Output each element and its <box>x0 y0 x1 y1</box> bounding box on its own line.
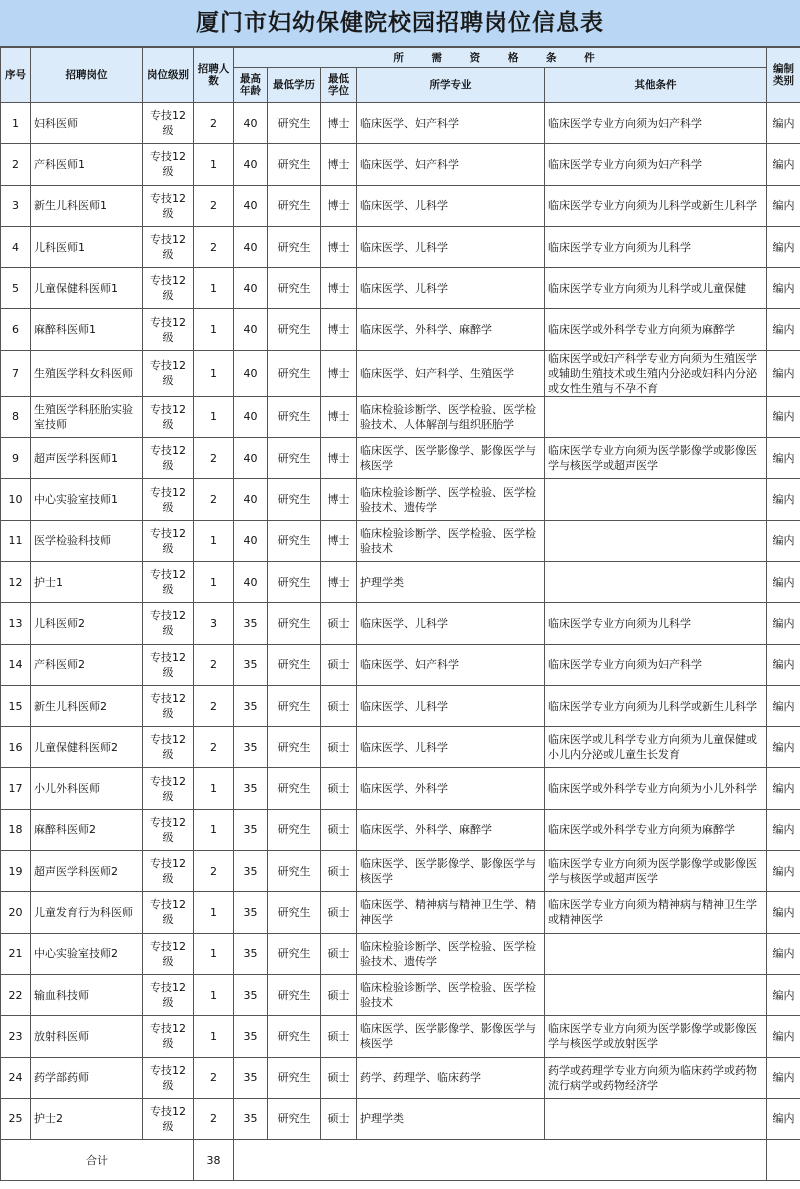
row-no: 5 <box>1 268 31 309</box>
row-level: 专技12级 <box>143 933 194 974</box>
row-position: 儿童保健科医师2 <box>31 727 143 768</box>
row-count: 2 <box>194 1057 234 1098</box>
row-count: 1 <box>194 520 234 561</box>
row-level: 专技12级 <box>143 768 194 809</box>
row-min-edu: 研究生 <box>268 1016 321 1057</box>
row-min-degree: 硕士 <box>321 727 357 768</box>
row-position: 儿童发育行为科医师 <box>31 892 143 933</box>
row-min-edu: 研究生 <box>268 350 321 396</box>
row-min-degree: 硕士 <box>321 1016 357 1057</box>
row-min-edu: 研究生 <box>268 268 321 309</box>
row-other: 临床医学专业方向须为儿科学或新生儿科学 <box>545 685 767 726</box>
row-no: 6 <box>1 309 31 350</box>
row-min-edu: 研究生 <box>268 892 321 933</box>
row-staffing: 编内 <box>767 809 800 850</box>
row-max-age: 35 <box>234 644 268 685</box>
row-count: 1 <box>194 144 234 185</box>
row-major: 临床检验诊断学、医学检验、医学检验技术 <box>357 974 545 1015</box>
row-level: 专技12级 <box>143 1057 194 1098</box>
row-level: 专技12级 <box>143 350 194 396</box>
row-staffing: 编内 <box>767 1057 800 1098</box>
row-count: 2 <box>194 479 234 520</box>
row-level: 专技12级 <box>143 226 194 267</box>
row-count: 1 <box>194 974 234 1015</box>
row-position: 放射科医师 <box>31 1016 143 1057</box>
table-row <box>1 438 800 479</box>
row-staffing: 编内 <box>767 561 800 602</box>
row-max-age: 35 <box>234 685 268 726</box>
header-other: 其他条件 <box>545 68 767 103</box>
row-level: 专技12级 <box>143 479 194 520</box>
row-min-edu: 研究生 <box>268 1098 321 1139</box>
row-other: 临床医学或外科学专业方向须为麻醉学 <box>545 309 767 350</box>
row-major: 临床医学、妇产科学 <box>357 644 545 685</box>
row-other: 临床医学专业方向须为儿科学或儿童保健 <box>545 268 767 309</box>
row-no: 7 <box>1 350 31 396</box>
row-staffing: 编内 <box>767 851 800 892</box>
table-row <box>1 268 800 309</box>
row-no: 17 <box>1 768 31 809</box>
row-major: 临床医学、妇产科学 <box>357 144 545 185</box>
row-staffing: 编内 <box>767 768 800 809</box>
row-max-age: 35 <box>234 892 268 933</box>
row-staffing: 编内 <box>767 1016 800 1057</box>
row-count: 1 <box>194 396 234 437</box>
row-no: 18 <box>1 809 31 850</box>
table-row <box>1 1098 800 1139</box>
row-position: 中心实验室技师1 <box>31 479 143 520</box>
row-min-edu: 研究生 <box>268 185 321 226</box>
row-min-edu: 研究生 <box>268 144 321 185</box>
row-no: 19 <box>1 851 31 892</box>
row-no: 16 <box>1 727 31 768</box>
total-label: 合计 <box>1 1140 194 1181</box>
row-no: 20 <box>1 892 31 933</box>
table-row <box>1 185 800 226</box>
row-count: 2 <box>194 1098 234 1139</box>
row-position: 新生儿科医师1 <box>31 185 143 226</box>
row-min-degree: 博士 <box>321 268 357 309</box>
row-position: 产科医师2 <box>31 644 143 685</box>
row-max-age: 40 <box>234 309 268 350</box>
row-major: 护理学类 <box>357 561 545 602</box>
row-position: 麻醉科医师2 <box>31 809 143 850</box>
row-staffing: 编内 <box>767 185 800 226</box>
table-row <box>1 727 800 768</box>
row-min-edu: 研究生 <box>268 479 321 520</box>
row-position: 小儿外科医师 <box>31 768 143 809</box>
row-staffing: 编内 <box>767 892 800 933</box>
row-max-age: 40 <box>234 144 268 185</box>
row-major: 药学、药理学、临床药学 <box>357 1057 545 1098</box>
row-position: 新生儿科医师2 <box>31 685 143 726</box>
row-min-degree: 博士 <box>321 309 357 350</box>
row-count: 1 <box>194 892 234 933</box>
row-position: 产科医师1 <box>31 144 143 185</box>
row-min-degree: 硕士 <box>321 851 357 892</box>
table-row <box>1 226 800 267</box>
row-min-degree: 硕士 <box>321 933 357 974</box>
row-major: 临床检验诊断学、医学检验、医学检验技术、遗传学 <box>357 933 545 974</box>
row-other <box>545 479 767 520</box>
row-max-age: 40 <box>234 226 268 267</box>
table-row <box>1 350 800 396</box>
row-min-degree: 博士 <box>321 185 357 226</box>
row-position: 超声医学科医师2 <box>31 851 143 892</box>
row-max-age: 35 <box>234 603 268 644</box>
row-count: 2 <box>194 727 234 768</box>
row-level: 专技12级 <box>143 396 194 437</box>
row-no: 23 <box>1 1016 31 1057</box>
row-min-edu: 研究生 <box>268 226 321 267</box>
row-position: 儿科医师2 <box>31 603 143 644</box>
row-min-edu: 研究生 <box>268 644 321 685</box>
row-major: 临床医学、儿科学 <box>357 727 545 768</box>
row-position: 生殖医学科胚胎实验室技师 <box>31 396 143 437</box>
row-major: 临床医学、精神病与精神卫生学、精神医学 <box>357 892 545 933</box>
row-other <box>545 396 767 437</box>
row-other: 临床医学或妇产科学专业方向须为生殖医学或辅助生殖技术或生殖内分泌或妇科内分泌或女性生殖与不孕不育 <box>545 350 767 396</box>
row-major: 临床检验诊断学、医学检验、医学检验技术、人体解剖与组织胚胎学 <box>357 396 545 437</box>
table-row <box>1 1016 800 1057</box>
row-major: 临床检验诊断学、医学检验、医学检验技术、遗传学 <box>357 479 545 520</box>
row-max-age: 40 <box>234 396 268 437</box>
header-staffing: 编制类别 <box>767 48 800 103</box>
row-major: 临床医学、妇产科学 <box>357 103 545 144</box>
row-count: 3 <box>194 603 234 644</box>
row-min-degree: 博士 <box>321 520 357 561</box>
header-no: 序号 <box>1 48 31 103</box>
row-no: 12 <box>1 561 31 602</box>
row-staffing: 编内 <box>767 268 800 309</box>
row-level: 专技12级 <box>143 268 194 309</box>
row-count: 1 <box>194 809 234 850</box>
row-max-age: 40 <box>234 561 268 602</box>
row-staffing: 编内 <box>767 685 800 726</box>
row-min-edu: 研究生 <box>268 103 321 144</box>
row-major: 临床医学、儿科学 <box>357 603 545 644</box>
row-other <box>545 1098 767 1139</box>
table-row <box>1 892 800 933</box>
table-row <box>1 396 800 437</box>
row-no: 1 <box>1 103 31 144</box>
row-min-degree: 硕士 <box>321 603 357 644</box>
row-position: 护士2 <box>31 1098 143 1139</box>
row-max-age: 35 <box>234 851 268 892</box>
row-max-age: 35 <box>234 1098 268 1139</box>
row-other: 临床医学专业方向须为医学影像学或影像医学与核医学或放射医学 <box>545 1016 767 1057</box>
row-major: 临床医学、儿科学 <box>357 226 545 267</box>
row-min-degree: 博士 <box>321 438 357 479</box>
row-staffing: 编内 <box>767 226 800 267</box>
row-major: 临床医学、医学影像学、影像医学与核医学 <box>357 438 545 479</box>
row-level: 专技12级 <box>143 727 194 768</box>
row-count: 2 <box>194 644 234 685</box>
row-min-edu: 研究生 <box>268 396 321 437</box>
row-no: 15 <box>1 685 31 726</box>
row-no: 4 <box>1 226 31 267</box>
row-major: 临床医学、儿科学 <box>357 685 545 726</box>
row-max-age: 35 <box>234 809 268 850</box>
row-count: 2 <box>194 685 234 726</box>
row-count: 2 <box>194 103 234 144</box>
row-position: 生殖医学科女科医师 <box>31 350 143 396</box>
row-other <box>545 974 767 1015</box>
header-max-age: 最高年龄 <box>234 68 268 103</box>
row-staffing: 编内 <box>767 520 800 561</box>
row-min-degree: 硕士 <box>321 974 357 1015</box>
row-staffing: 编内 <box>767 1098 800 1139</box>
row-count: 2 <box>194 438 234 479</box>
row-major: 临床医学、外科学 <box>357 768 545 809</box>
row-level: 专技12级 <box>143 103 194 144</box>
row-min-edu: 研究生 <box>268 561 321 602</box>
row-staffing: 编内 <box>767 644 800 685</box>
table-row <box>1 1057 800 1098</box>
row-position: 麻醉科医师1 <box>31 309 143 350</box>
row-min-degree: 硕士 <box>321 685 357 726</box>
row-min-degree: 博士 <box>321 144 357 185</box>
table-row <box>1 644 800 685</box>
row-count: 2 <box>194 851 234 892</box>
row-max-age: 40 <box>234 185 268 226</box>
table-row <box>1 685 800 726</box>
recruitment-table <box>0 47 800 1181</box>
row-major: 临床医学、儿科学 <box>357 268 545 309</box>
row-count: 1 <box>194 768 234 809</box>
row-other: 临床医学专业方向须为医学影像学或影像医学与核医学或超声医学 <box>545 851 767 892</box>
row-level: 专技12级 <box>143 851 194 892</box>
table-row <box>1 851 800 892</box>
row-level: 专技12级 <box>143 185 194 226</box>
header-min-edu: 最低学历 <box>268 68 321 103</box>
row-min-edu: 研究生 <box>268 438 321 479</box>
row-level: 专技12级 <box>143 809 194 850</box>
row-min-degree: 硕士 <box>321 1098 357 1139</box>
row-min-edu: 研究生 <box>268 603 321 644</box>
row-level: 专技12级 <box>143 561 194 602</box>
row-staffing: 编内 <box>767 350 800 396</box>
row-max-age: 40 <box>234 350 268 396</box>
row-min-degree: 硕士 <box>321 809 357 850</box>
row-staffing: 编内 <box>767 974 800 1015</box>
row-min-degree: 硕士 <box>321 644 357 685</box>
row-max-age: 35 <box>234 974 268 1015</box>
row-min-degree: 博士 <box>321 396 357 437</box>
table-row <box>1 974 800 1015</box>
header-major: 所学专业 <box>357 68 545 103</box>
header-position: 招聘岗位 <box>31 48 143 103</box>
row-staffing: 编内 <box>767 438 800 479</box>
row-staffing: 编内 <box>767 479 800 520</box>
header-level: 岗位级别 <box>143 48 194 103</box>
table-row <box>1 103 800 144</box>
row-staffing: 编内 <box>767 396 800 437</box>
row-position: 儿科医师1 <box>31 226 143 267</box>
table-row <box>1 933 800 974</box>
row-no: 13 <box>1 603 31 644</box>
row-other: 药学或药理学专业方向须为临床药学或药物流行病学或药物经济学 <box>545 1057 767 1098</box>
table-body <box>1 103 800 1140</box>
total-blank-end <box>767 1140 800 1181</box>
row-no: 2 <box>1 144 31 185</box>
row-major: 临床检验诊断学、医学检验、医学检验技术 <box>357 520 545 561</box>
table-row <box>1 561 800 602</box>
row-min-edu: 研究生 <box>268 933 321 974</box>
row-other: 临床医学专业方向须为妇产科学 <box>545 103 767 144</box>
row-min-edu: 研究生 <box>268 309 321 350</box>
row-other: 临床医学或外科学专业方向须为小儿外科学 <box>545 768 767 809</box>
row-max-age: 35 <box>234 1057 268 1098</box>
row-level: 专技12级 <box>143 144 194 185</box>
row-level: 专技12级 <box>143 603 194 644</box>
row-max-age: 35 <box>234 768 268 809</box>
table-row <box>1 603 800 644</box>
row-other: 临床医学专业方向须为儿科学或新生儿科学 <box>545 185 767 226</box>
row-min-degree: 硕士 <box>321 1057 357 1098</box>
row-major: 临床医学、医学影像学、影像医学与核医学 <box>357 851 545 892</box>
row-staffing: 编内 <box>767 309 800 350</box>
row-no: 3 <box>1 185 31 226</box>
row-major: 临床医学、外科学、麻醉学 <box>357 309 545 350</box>
row-min-edu: 研究生 <box>268 685 321 726</box>
table-row <box>1 479 800 520</box>
table-row <box>1 144 800 185</box>
row-count: 1 <box>194 561 234 602</box>
row-level: 专技12级 <box>143 892 194 933</box>
row-no: 21 <box>1 933 31 974</box>
row-min-edu: 研究生 <box>268 1057 321 1098</box>
header-requirements: 所 需 资 格 条 件 <box>234 48 767 68</box>
row-min-edu: 研究生 <box>268 768 321 809</box>
row-other: 临床医学专业方向须为精神病与精神卫生学或精神医学 <box>545 892 767 933</box>
total-count: 38 <box>194 1140 234 1181</box>
row-count: 1 <box>194 1016 234 1057</box>
row-count: 1 <box>194 268 234 309</box>
total-row <box>1 1140 800 1181</box>
row-major: 临床医学、医学影像学、影像医学与核医学 <box>357 1016 545 1057</box>
row-level: 专技12级 <box>143 1016 194 1057</box>
row-position: 药学部药师 <box>31 1057 143 1098</box>
table-header <box>1 48 800 103</box>
row-staffing: 编内 <box>767 103 800 144</box>
row-major: 临床医学、儿科学 <box>357 185 545 226</box>
row-level: 专技12级 <box>143 309 194 350</box>
row-position: 超声医学科医师1 <box>31 438 143 479</box>
total-blank <box>234 1140 767 1181</box>
row-major: 临床医学、妇产科学、生殖医学 <box>357 350 545 396</box>
row-position: 儿童保健科医师1 <box>31 268 143 309</box>
row-staffing: 编内 <box>767 727 800 768</box>
row-no: 24 <box>1 1057 31 1098</box>
row-position: 妇科医师 <box>31 103 143 144</box>
row-staffing: 编内 <box>767 144 800 185</box>
row-max-age: 35 <box>234 727 268 768</box>
row-no: 25 <box>1 1098 31 1139</box>
row-staffing: 编内 <box>767 603 800 644</box>
row-staffing: 编内 <box>767 933 800 974</box>
row-min-edu: 研究生 <box>268 727 321 768</box>
table-row <box>1 520 800 561</box>
row-min-edu: 研究生 <box>268 974 321 1015</box>
row-level: 专技12级 <box>143 974 194 1015</box>
row-no: 22 <box>1 974 31 1015</box>
row-max-age: 40 <box>234 479 268 520</box>
row-no: 10 <box>1 479 31 520</box>
row-other <box>545 520 767 561</box>
row-count: 2 <box>194 185 234 226</box>
row-level: 专技12级 <box>143 685 194 726</box>
row-other <box>545 561 767 602</box>
row-no: 14 <box>1 644 31 685</box>
table-row <box>1 309 800 350</box>
row-count: 1 <box>194 350 234 396</box>
row-level: 专技12级 <box>143 644 194 685</box>
row-min-edu: 研究生 <box>268 520 321 561</box>
row-max-age: 40 <box>234 268 268 309</box>
row-other: 临床医学专业方向须为医学影像学或影像医学与核医学或超声医学 <box>545 438 767 479</box>
header-min-degree: 最低学位 <box>321 68 357 103</box>
row-level: 专技12级 <box>143 1098 194 1139</box>
row-level: 专技12级 <box>143 438 194 479</box>
row-count: 1 <box>194 309 234 350</box>
row-other <box>545 933 767 974</box>
row-other: 临床医学专业方向须为儿科学 <box>545 603 767 644</box>
row-max-age: 35 <box>234 933 268 974</box>
row-other: 临床医学专业方向须为儿科学 <box>545 226 767 267</box>
row-max-age: 40 <box>234 438 268 479</box>
row-no: 9 <box>1 438 31 479</box>
table-row <box>1 768 800 809</box>
row-other: 临床医学或外科学专业方向须为麻醉学 <box>545 809 767 850</box>
row-min-degree: 硕士 <box>321 892 357 933</box>
row-other: 临床医学专业方向须为妇产科学 <box>545 144 767 185</box>
row-no: 8 <box>1 396 31 437</box>
row-no: 11 <box>1 520 31 561</box>
row-other: 临床医学专业方向须为妇产科学 <box>545 644 767 685</box>
row-max-age: 40 <box>234 103 268 144</box>
row-min-degree: 博士 <box>321 350 357 396</box>
row-min-edu: 研究生 <box>268 809 321 850</box>
row-max-age: 40 <box>234 520 268 561</box>
row-position: 护士1 <box>31 561 143 602</box>
row-min-degree: 博士 <box>321 479 357 520</box>
row-min-edu: 研究生 <box>268 851 321 892</box>
table-row <box>1 809 800 850</box>
row-count: 2 <box>194 226 234 267</box>
row-max-age: 35 <box>234 1016 268 1057</box>
page-title: 厦门市妇幼保健院校园招聘岗位信息表 <box>0 0 800 47</box>
row-position: 输血科技师 <box>31 974 143 1015</box>
row-min-degree: 博士 <box>321 103 357 144</box>
row-major: 护理学类 <box>357 1098 545 1139</box>
row-min-degree: 博士 <box>321 561 357 602</box>
row-position: 医学检验科技师 <box>31 520 143 561</box>
row-min-degree: 硕士 <box>321 768 357 809</box>
row-major: 临床医学、外科学、麻醉学 <box>357 809 545 850</box>
row-other: 临床医学或儿科学专业方向须为儿童保健或小儿内分泌或儿童生长发育 <box>545 727 767 768</box>
row-min-degree: 博士 <box>321 226 357 267</box>
header-count: 招聘人数 <box>194 48 234 103</box>
row-position: 中心实验室技师2 <box>31 933 143 974</box>
row-level: 专技12级 <box>143 520 194 561</box>
row-count: 1 <box>194 933 234 974</box>
